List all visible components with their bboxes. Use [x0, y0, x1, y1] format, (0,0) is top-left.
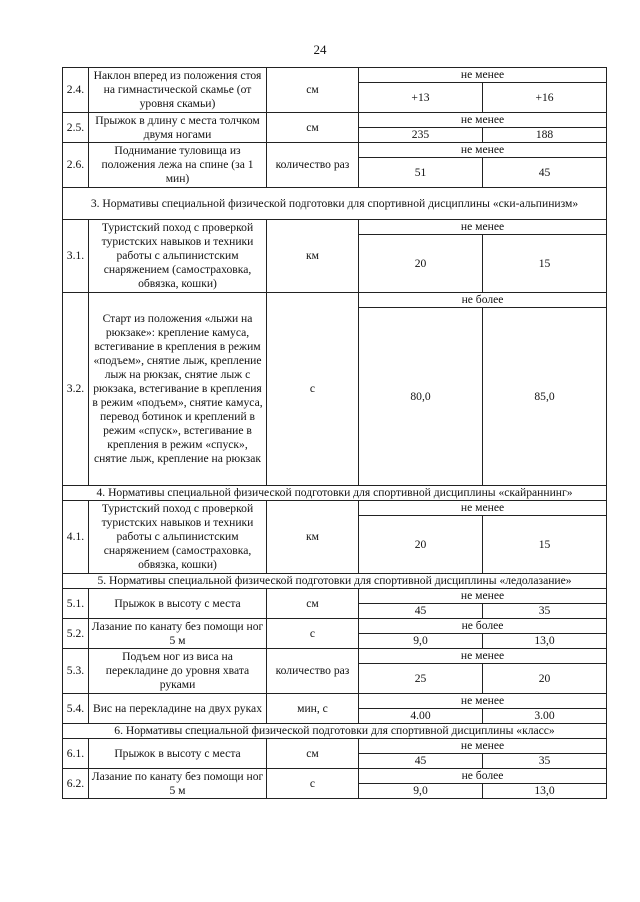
table-row — [63, 589, 607, 604]
exercise-name: Прыжок в высоту с места — [89, 589, 267, 619]
row-number: 2.6. — [63, 143, 89, 188]
exercise-name: Подъем ног из виса на перекладине до уровня хвата руками — [89, 649, 267, 694]
section-title: 4. Нормативы специальной физической подготовки для спортивной дисциплины «скайраннинг» — [63, 486, 607, 501]
value-female: 35 — [483, 604, 607, 619]
row-number: 4.1. — [63, 501, 89, 574]
table-row — [63, 68, 607, 83]
row-number: 2.5. — [63, 113, 89, 143]
section-header-row — [63, 574, 607, 589]
value-male: 4.00 — [359, 709, 483, 724]
unit: мин, с — [267, 694, 359, 724]
condition: не менее — [359, 220, 607, 235]
section-title: 6. Нормативы специальной физической подготовки для спортивной дисциплины «класс» — [63, 724, 607, 739]
value-male: 235 — [359, 128, 483, 143]
value-male: 9,0 — [359, 784, 483, 799]
value-male: 20 — [359, 235, 483, 293]
exercise-name: Наклон вперед из положения стоя на гимнастической скамье (от уровня скамьи) — [89, 68, 267, 113]
exercise-name: Старт из положения «лыжи на рюкзаке»: крепление камуса, встегивание в крепления в режим «подъем», снятие лыж, крепление лыж на рюкзак, снятие лыж с рюкзака, встегивание в крепления в режим «подъем», снятие камуса, перевод ботинок и креплений в режим «спуск», встегивание в крепления в режим «спуск», снятие лыж, крепление на рюкзак — [89, 293, 267, 486]
row-number: 2.4. — [63, 68, 89, 113]
condition: не более — [359, 769, 607, 784]
exercise-name: Туристский поход с проверкой туристских навыков и техники работы с альпинистским снаряжением (самостраховка, обвязка, кошки) — [89, 220, 267, 293]
value-male: 51 — [359, 158, 483, 188]
norms-table — [62, 67, 607, 799]
value-male: 80,0 — [359, 308, 483, 486]
condition: не менее — [359, 113, 607, 128]
unit: см — [267, 68, 359, 113]
unit: количество раз — [267, 143, 359, 188]
condition: не менее — [359, 694, 607, 709]
page-number: 24 — [313, 42, 327, 57]
unit: количество раз — [267, 649, 359, 694]
value-male: 9,0 — [359, 634, 483, 649]
section-title: 5. Нормативы специальной физической подготовки для спортивной дисциплины «ледолазание» — [63, 574, 607, 589]
value-female: 20 — [483, 664, 607, 694]
value-male: 20 — [359, 516, 483, 574]
value-male: 25 — [359, 664, 483, 694]
table-row — [63, 619, 607, 634]
row-number: 6.1. — [63, 739, 89, 769]
condition: не менее — [359, 589, 607, 604]
table-row — [63, 739, 607, 754]
value-female: 13,0 — [483, 634, 607, 649]
table-row — [63, 769, 607, 784]
condition: не более — [359, 293, 607, 308]
unit: см — [267, 589, 359, 619]
value-female: 15 — [483, 235, 607, 293]
section-title: 3. Нормативы специальной физической подготовки для спортивной дисциплины «ски-альпинизм» — [63, 188, 607, 220]
row-number: 6.2. — [63, 769, 89, 799]
table-row — [63, 501, 607, 516]
exercise-name: Поднимание туловища из положения лежа на спине (за 1 мин) — [89, 143, 267, 188]
value-male: +13 — [359, 83, 483, 113]
condition: не менее — [359, 739, 607, 754]
section-header-row — [63, 724, 607, 739]
unit: с — [267, 769, 359, 799]
exercise-name: Лазание по канату без помощи ног 5 м — [89, 619, 267, 649]
row-number: 5.1. — [63, 589, 89, 619]
table-row — [63, 694, 607, 709]
unit: км — [267, 220, 359, 293]
table-row — [63, 113, 607, 128]
row-number: 3.2. — [63, 293, 89, 486]
unit: с — [267, 619, 359, 649]
condition: не менее — [359, 143, 607, 158]
value-male: 45 — [359, 604, 483, 619]
row-number: 5.2. — [63, 619, 89, 649]
unit: км — [267, 501, 359, 574]
row-number: 5.3. — [63, 649, 89, 694]
value-female: 35 — [483, 754, 607, 769]
value-female: 85,0 — [483, 308, 607, 486]
value-female: +16 — [483, 83, 607, 113]
exercise-name: Туристский поход с проверкой туристских навыков и техники работы с альпинистским снаряжением (самостраховка, обвязка, кошки) — [89, 501, 267, 574]
table-row — [63, 649, 607, 664]
table-row — [63, 143, 607, 158]
row-number: 5.4. — [63, 694, 89, 724]
unit: с — [267, 293, 359, 486]
exercise-name: Вис на перекладине на двух руках — [89, 694, 267, 724]
unit: см — [267, 739, 359, 769]
value-female: 188 — [483, 128, 607, 143]
unit: см — [267, 113, 359, 143]
value-female: 15 — [483, 516, 607, 574]
exercise-name: Прыжок в длину с места толчком двумя ногами — [89, 113, 267, 143]
value-female: 45 — [483, 158, 607, 188]
value-male: 45 — [359, 754, 483, 769]
section-header-row — [63, 486, 607, 501]
table-row — [63, 220, 607, 235]
condition: не более — [359, 619, 607, 634]
table-row — [63, 293, 607, 308]
value-female: 3.00 — [483, 709, 607, 724]
condition: не менее — [359, 68, 607, 83]
exercise-name: Лазание по канату без помощи ног 5 м — [89, 769, 267, 799]
section-header-row — [63, 188, 607, 220]
exercise-name: Прыжок в высоту с места — [89, 739, 267, 769]
condition: не менее — [359, 501, 607, 516]
condition: не менее — [359, 649, 607, 664]
value-female: 13,0 — [483, 784, 607, 799]
row-number: 3.1. — [63, 220, 89, 293]
